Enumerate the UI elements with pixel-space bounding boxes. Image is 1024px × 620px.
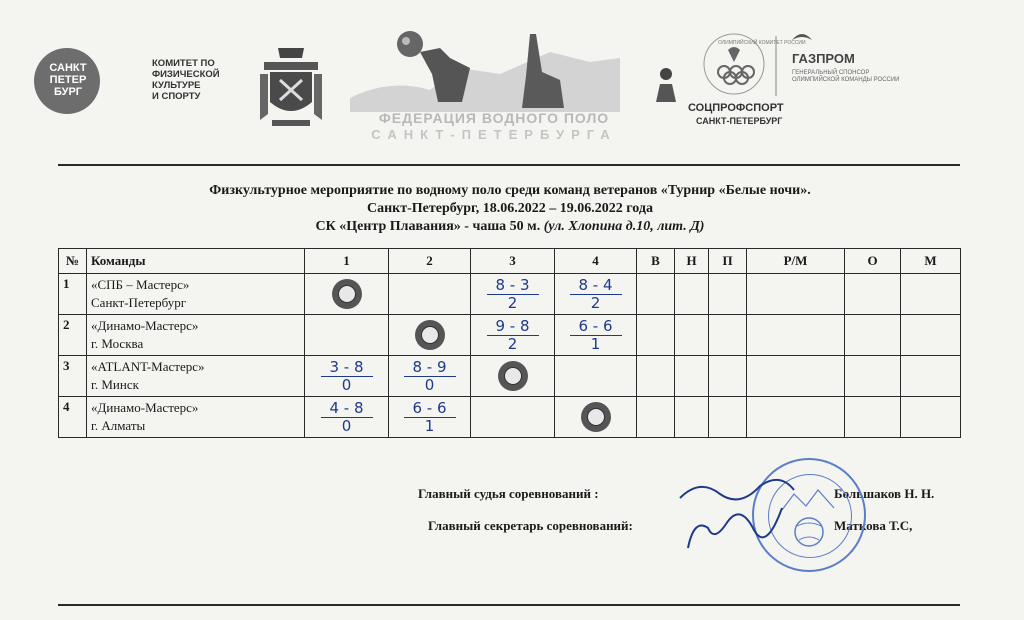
match-cell	[389, 356, 471, 397]
stat-cell	[901, 274, 961, 315]
points-value: 2	[507, 335, 518, 353]
score-value: 8 - 4	[570, 277, 622, 295]
points-value: 2	[590, 294, 601, 312]
team-cell	[87, 274, 305, 315]
judge-signature-icon	[670, 468, 810, 558]
points-value: 1	[590, 335, 601, 353]
committee-line: ФИЗИЧЕСКОЙ	[152, 69, 220, 80]
score-value: 6 - 6	[404, 400, 456, 418]
chief-secretary-name: Маткова Т.С,	[834, 518, 913, 533]
team-cell	[87, 397, 305, 438]
col-header: Команды	[87, 249, 305, 274]
water-polo-ball-icon	[332, 279, 362, 309]
stat-cell	[709, 356, 747, 397]
stat-cell	[845, 274, 901, 315]
col-header: 3	[471, 249, 555, 274]
match-score	[305, 359, 388, 393]
match-score	[305, 400, 388, 434]
match-cell	[555, 356, 637, 397]
venue-name: СК «Центр Плавания» - чаша 50 м.	[315, 219, 541, 234]
match-score	[471, 277, 554, 311]
results-table	[58, 248, 961, 438]
points-value: 0	[341, 376, 352, 394]
team-cell	[87, 315, 305, 356]
stat-cell	[675, 356, 709, 397]
stat-cell	[845, 315, 901, 356]
stat-cell	[747, 274, 845, 315]
score-value: 4 - 8	[321, 400, 373, 418]
col-header: Н	[675, 249, 709, 274]
water-polo-ball-icon	[498, 361, 528, 391]
col-header: №	[59, 249, 87, 274]
match-cell	[305, 274, 389, 315]
stat-cell	[637, 356, 675, 397]
sponsor-logos	[652, 30, 902, 150]
event-venue	[60, 218, 960, 236]
socprofsport-name: СОЦПРОФСПОРТ	[688, 102, 784, 114]
points-value: 1	[424, 417, 435, 435]
stat-cell	[675, 274, 709, 315]
match-cell	[471, 315, 555, 356]
col-header: П	[709, 249, 747, 274]
event-dates: Санкт-Петербург, 18.06.2022 – 19.06.2022 года	[367, 201, 653, 216]
match-cell	[305, 315, 389, 356]
col-header: В	[637, 249, 675, 274]
stat-cell	[901, 315, 961, 356]
olympic-committee-text: ОЛИМПИЙСКИЙ КОМИТЕТ РОССИИ	[718, 40, 806, 46]
match-cell	[305, 397, 389, 438]
stat-cell	[637, 274, 675, 315]
committee-line: КУЛЬТУРЕ	[152, 80, 201, 91]
stat-cell	[901, 356, 961, 397]
col-header: М	[901, 249, 961, 274]
match-cell	[555, 315, 637, 356]
row-number: 3	[59, 356, 87, 397]
score-value: 6 - 6	[570, 318, 622, 336]
committee-line: И СПОРТУ	[152, 91, 201, 102]
water-polo-ball-icon	[581, 402, 611, 432]
table-row	[59, 315, 961, 356]
table-row	[59, 397, 961, 438]
match-score	[389, 400, 470, 434]
team-name: «ATLANT-Мастерс»	[91, 359, 205, 374]
match-cell	[471, 274, 555, 315]
match-score	[555, 318, 636, 352]
col-header: О	[845, 249, 901, 274]
row-number: 2	[59, 315, 87, 356]
stat-cell	[901, 397, 961, 438]
federation-name: ФЕДЕРАЦИЯ ВОДНОГО ПОЛО	[378, 110, 610, 126]
team-city: Санкт-Петербург	[91, 295, 187, 310]
stat-cell	[675, 397, 709, 438]
score-value: 8 - 3	[487, 277, 539, 295]
stat-cell	[709, 274, 747, 315]
team-city: г. Минск	[91, 377, 139, 392]
water-polo-federation-logo	[350, 28, 620, 148]
gazprom-name: ГАЗПРОМ	[792, 51, 855, 66]
table-header	[59, 249, 961, 274]
spb-emblem-text: САНКТ ПЕТЕР БУРГ	[49, 62, 87, 98]
team-name: «СПБ – Мастерс»	[91, 277, 190, 292]
stat-cell	[637, 397, 675, 438]
stat-cell	[845, 356, 901, 397]
table-row	[59, 356, 961, 397]
socprofsport-city: САНКТ-ПЕТЕРБУРГ	[696, 116, 783, 126]
team-name: «Динамо-Мастерс»	[91, 400, 199, 415]
score-value: 8 - 9	[404, 359, 456, 377]
col-header: Р/М	[747, 249, 845, 274]
team-cell	[87, 356, 305, 397]
stat-cell	[747, 315, 845, 356]
match-cell	[555, 274, 637, 315]
match-score	[555, 277, 636, 311]
col-header: 2	[389, 249, 471, 274]
score-value: 3 - 8	[321, 359, 373, 377]
spb-emblem	[34, 48, 100, 114]
committee-name	[152, 58, 242, 102]
match-cell	[305, 356, 389, 397]
chief-judge-name: Большаков Н. Н.	[834, 486, 935, 501]
stat-cell	[709, 315, 747, 356]
chief-secretary-label: Главный секретарь соревнований:	[428, 518, 633, 533]
chief-judge-label: Главный судья соревнований :	[418, 486, 599, 501]
water-polo-ball-icon	[415, 320, 445, 350]
team-city: г. Алматы	[91, 418, 146, 433]
score-value: 9 - 8	[487, 318, 539, 336]
stat-cell	[747, 356, 845, 397]
points-value: 2	[507, 294, 518, 312]
stat-cell	[845, 397, 901, 438]
team-name: «Динамо-Мастерс»	[91, 318, 199, 333]
federation-city: САНКТ-ПЕТЕРБУРГА	[371, 127, 617, 142]
match-cell	[471, 397, 555, 438]
match-cell	[555, 397, 637, 438]
col-header: 4	[555, 249, 637, 274]
bottom-divider	[58, 604, 960, 606]
venue-address: (ул. Хлопина д.10, лит. Д)	[543, 219, 705, 234]
match-score	[471, 318, 554, 352]
match-cell	[471, 356, 555, 397]
match-cell	[389, 315, 471, 356]
row-number: 4	[59, 397, 87, 438]
points-value: 0	[341, 417, 352, 435]
stat-cell	[709, 397, 747, 438]
spb-committee-logo	[34, 48, 234, 118]
points-value: 0	[424, 376, 435, 394]
team-city: г. Москва	[91, 336, 144, 351]
stat-cell	[637, 315, 675, 356]
top-divider	[58, 164, 960, 166]
col-header: 1	[305, 249, 389, 274]
match-cell	[389, 274, 471, 315]
committee-line: КОМИТЕТ ПО	[152, 58, 215, 69]
stat-cell	[675, 315, 709, 356]
gazprom-subtitle: ГЕНЕРАЛЬНЫЙ СПОНСОР ОЛИМПИЙСКОЙ КОМАНДЫ РОССИИ	[792, 70, 900, 83]
event-title: Физкультурное мероприятие по водному поло среди команд ветеранов «Турнир «Белые ночи».	[209, 183, 811, 198]
match-score	[389, 359, 470, 393]
table-row	[59, 274, 961, 315]
match-cell	[389, 397, 471, 438]
coat-of-arms-icon	[258, 44, 324, 130]
row-number: 1	[59, 274, 87, 315]
stat-cell	[747, 397, 845, 438]
